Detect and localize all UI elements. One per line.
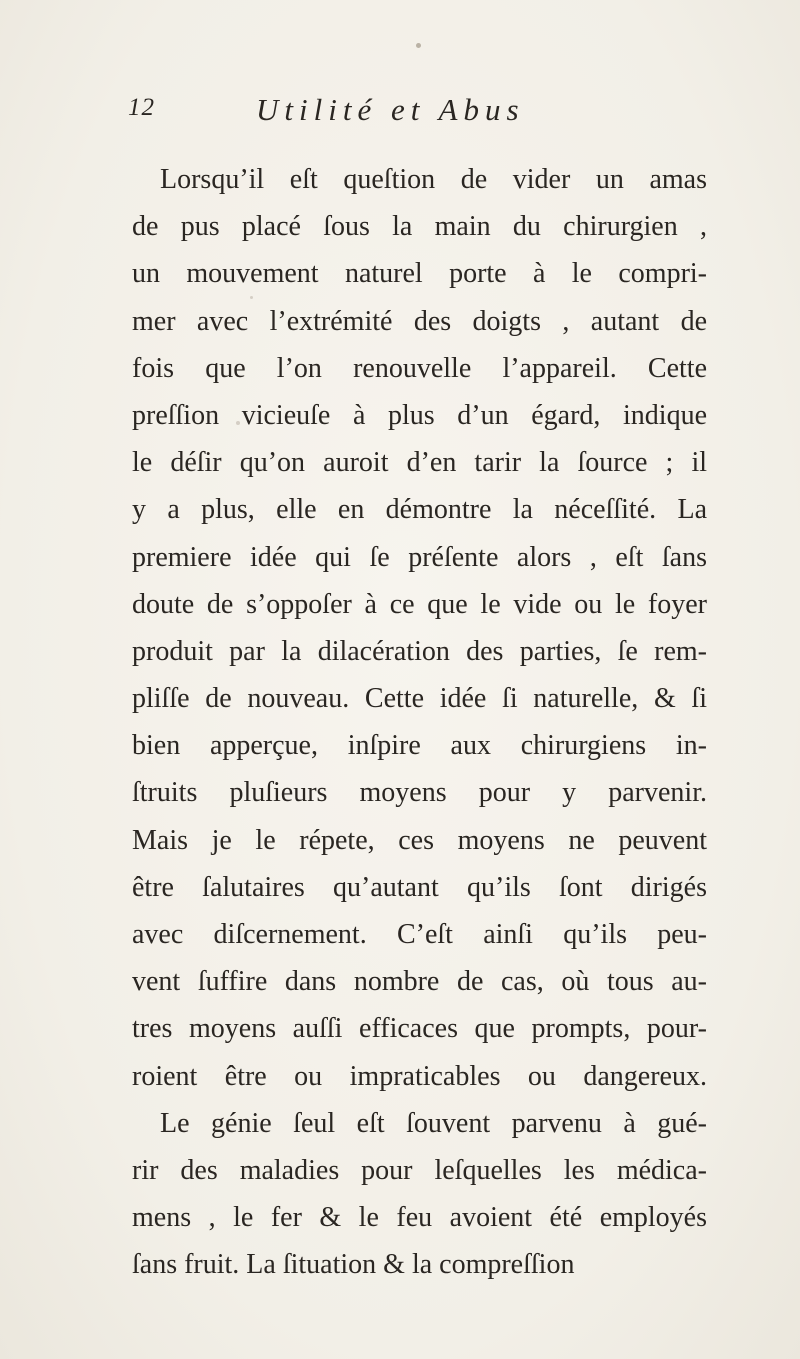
- paper-speck: [416, 43, 421, 48]
- text-line: avec diſcernement. C’eſt ainſi qu’ils peu-: [132, 919, 707, 950]
- text-line: vent ſuffire dans nombre de cas, où tous au-: [132, 966, 707, 998]
- text-line: pliſſe de nouveau. Cette idée ſi naturelle, & ſi: [132, 683, 707, 715]
- text-line: de pus placé ſous la main du chirurgien ,: [132, 211, 707, 243]
- text-line: le déſir qu’on auroit d’en tarir la ſource ; il: [132, 447, 707, 479]
- text-line: preſſion vicieuſe à plus d’un égard, indique: [132, 399, 707, 431]
- text-line: premiere idée qui ſe préſente alors , eſt ſans: [132, 541, 707, 573]
- text-line: rir des maladies pour leſquelles les médica-: [132, 1154, 707, 1186]
- text-line: être ſalutaires qu’autant qu’ils ſont dirigés: [132, 871, 707, 903]
- text-line: y a plus, elle en démontre la néceſſité. La: [132, 494, 707, 526]
- text-line: mens , le fer & le feu avoient été employés: [132, 1202, 707, 1234]
- text-line: Mais je le répete, ces moyens ne peuvent: [132, 824, 707, 856]
- text-line: bien apperçue, inſpire aux chirurgiens in-: [132, 730, 707, 762]
- page-number: 12: [128, 94, 155, 121]
- text-line: produit par la dilacération des parties, ſe rem-: [132, 635, 707, 667]
- text-line: mer avec l’extrémité des doigts , autant de: [132, 305, 707, 337]
- text-line: Le génie ſeul eſt ſouvent parvenu à gué-: [160, 1107, 707, 1139]
- page-header: [128, 92, 688, 132]
- text-line: ſtruits pluſieurs moyens pour y parvenir.: [132, 777, 707, 809]
- text-line: fois que l’on renouvelle l’appareil. Cette: [132, 352, 707, 384]
- text-line: ſans fruit. La ſituation & la compreſſion: [132, 1249, 575, 1281]
- text-line: tres moyens auſſi efficaces que prompts, pour-: [132, 1013, 707, 1045]
- text-line: doute de s’oppoſer à ce que le vide ou le foyer: [132, 588, 707, 620]
- text-line: un mouvement naturel porte à le compri-: [132, 258, 707, 290]
- body-text: [132, 156, 707, 1289]
- text-line: roient être ou impraticables ou dangereux.: [132, 1060, 707, 1092]
- text-line: Lorsqu’il eſt queſtion de vider un amas: [160, 164, 707, 195]
- running-title: Utilité et Abus: [256, 92, 525, 127]
